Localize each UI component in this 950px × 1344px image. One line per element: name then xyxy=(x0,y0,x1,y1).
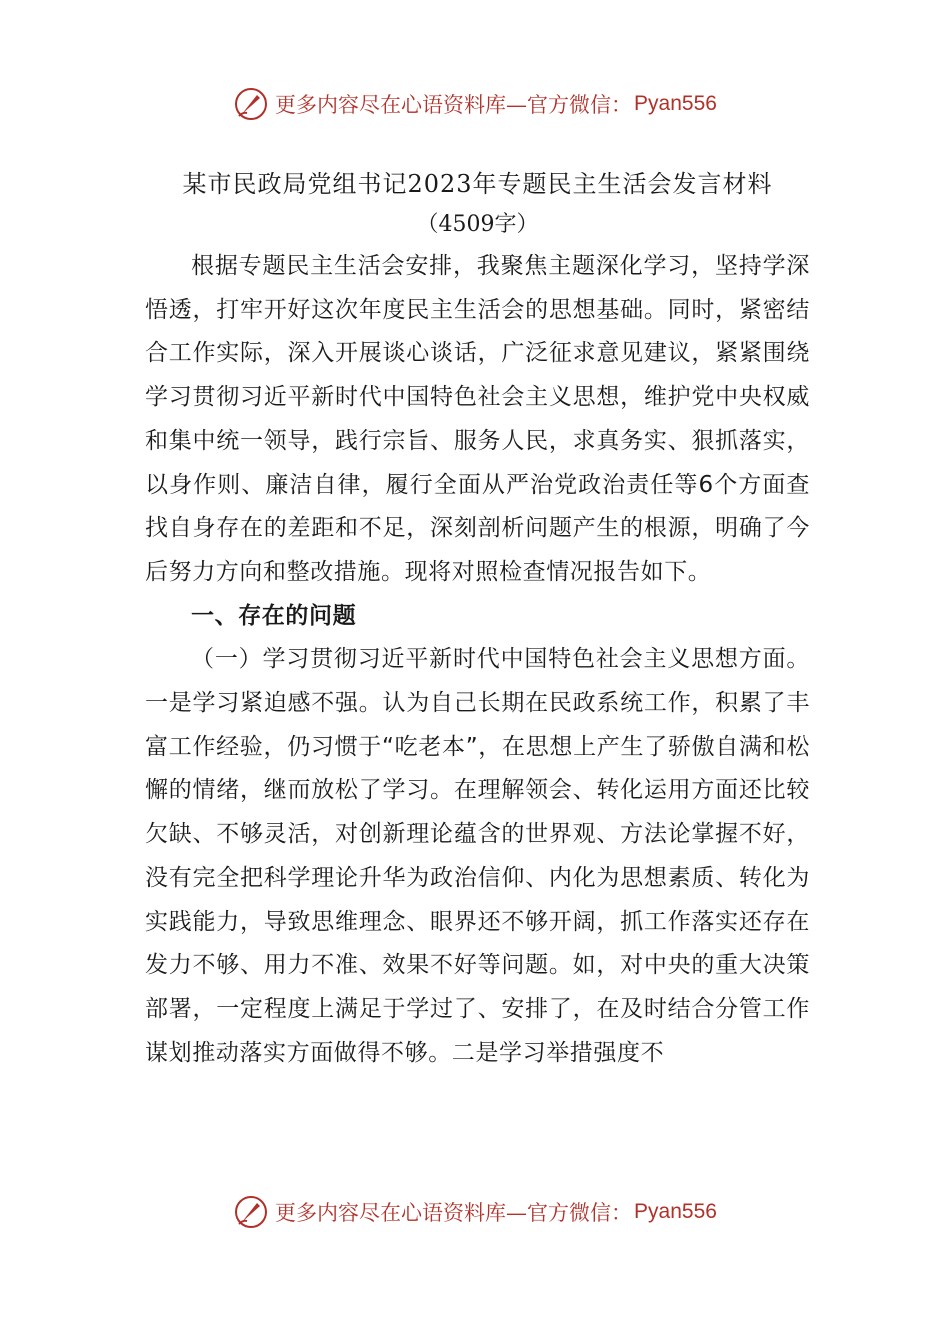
watermark-wechat-id: Pyan556 xyxy=(634,1200,717,1223)
watermark-text: 更多内容尽在心语资料库—官方微信： xyxy=(275,93,633,117)
section-heading: 一、存在的问题 xyxy=(191,602,357,629)
document-word-count: （4509字） xyxy=(416,212,539,237)
intro-paragraph: 根据专题民主生活会安排，我聚焦主题深化学习，坚持学深悟透，打牢开好这次年度民主生活会的思想基础。同时，紧密结合工作实际，深入开展谈心谈话，广泛征求意见建议，紧紧围绕学习贯彻习近平新时代中国特色社会主义思想，维护党中央权威和集中统一领导，践行宗旨、服务人民，求真务实、狠抓落实，以身作则、廉洁自律，履行全面从严治党政治责任等6个方面查找自身存在的差距和不足，深刻剖析问题产生的根源，明确了今后努力方向和整改措施。现将对照检查情况报告如下。 xyxy=(145,253,810,585)
section-paragraph: （一）学习贯彻习近平新时代中国特色社会主义思想方面。一是学习紧迫感不强。认为自己长期在民政系统工作，积累了丰富工作经验，仍习惯于“吃老本”，在思想上产生了骄傲自满和松懈的情绪，继而放松了学习。在理解领会、转化运用方面还比较欠缺、不够灵活，对创新理论蕴含的世界观、方法论掌握不好，没有完全把科学理论升华为政治信仰、内化为思想素质、转化为实践能力，导致思维理念、眼界还不够开阔，抓工作落实还存在发力不够、用力不准、效果不好等问题。如，对中央的重大决策部署，一定程度上满足于学过了、安排了，在及时结合分管工作谋划推动落实方面做得不够。二是学习举措强度不 xyxy=(145,646,810,1066)
watermark-wechat-id: Pyan556 xyxy=(634,92,717,115)
watermark-banner-bottom xyxy=(0,1192,950,1232)
quill-pen-logo xyxy=(233,86,269,122)
watermark-banner-top xyxy=(0,84,950,124)
document-title: 某市民政局党组书记2023年专题民主生活会发言材料 xyxy=(182,170,773,198)
watermark-text: 更多内容尽在心语资料库—官方微信： xyxy=(275,1201,633,1225)
document-body xyxy=(145,163,810,1075)
quill-pen-logo xyxy=(233,1194,269,1230)
